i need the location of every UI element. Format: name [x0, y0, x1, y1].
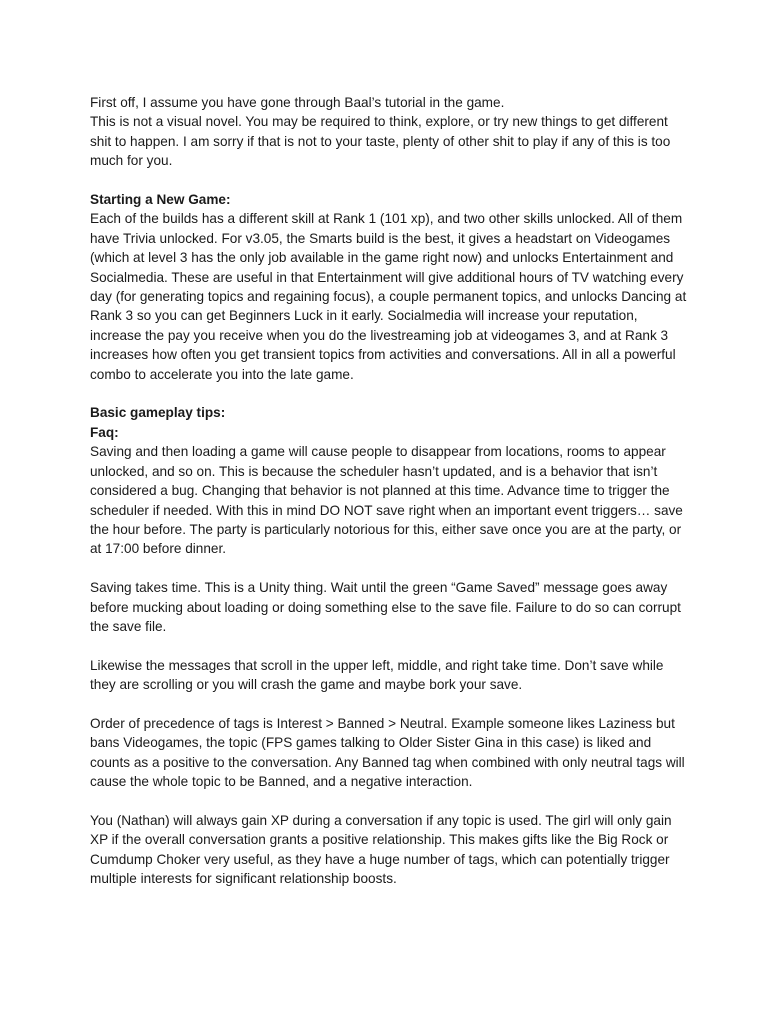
document-page [90, 93, 690, 889]
section-heading-starting: Starting a New Game: [90, 192, 231, 208]
faq-paragraph: Likewise the messages that scroll in the upper left, middle, and right take time. Don’t save while they are scrolling or you will crash the game and maybe bork your save. [90, 657, 664, 693]
spacer [90, 695, 690, 714]
section-heading-tips: Basic gameplay tips: [90, 405, 226, 421]
faq-paragraph: Order of precedence of tags is Interest > Banned > Neutral. Example someone likes Laziness but bans Videogames, the topic (FPS games talking to Older Sister Gina in this case) is liked and counts as a positive to the conversation. Any Banned tag when combined with only neutral tags will cause the whole topic to be Banned, and a negative interaction. [90, 715, 685, 790]
starting-paragraph: Each of the builds has a different skill at Rank 1 (101 xp), and two other skills unlocked. All of them have Trivia unlocked. For v3.05, the Smarts build is the best, it gives a headstart on Videogames (which at level 3 has the only job available in the game right now) and unlocks Entertainment and Socialmedia. These are useful in that Entertainment will give additional hours of TV watching every day (for generating topics and regaining focus), a couple permanent topics, and unlocks Dancing at Rank 3 so you can get Beginners Luck in it early. Socialmedia will increase your reputation, increase the pay you receive when you do the livestreaming job at videogames 3, and at Rank 3 increases how often you get transient topics from activities and conversations. All in all a powerful combo to accelerate you into the late game. [90, 211, 687, 382]
section-subheading-faq: Faq: [90, 424, 119, 440]
intro-paragraph: This is not a visual novel. You may be required to think, explore, or try new things to get different shit to happen. I am sorry if that is not to your taste, plenty of other shit to play if any of this is too much for you. [90, 114, 671, 169]
faq-paragraph: You (Nathan) will always gain XP during a conversation if any topic is used. The girl will only gain XP if the overall conversation grants a positive relationship. This makes gifts like the Big Rock or Cumdump Choker very useful, as they have a huge number of tags, which can potentially trigger multiple interests for significant relationship boosts. [90, 812, 672, 887]
intro-line: First off, I assume you have gone through Baal’s tutorial in the game. [90, 95, 505, 110]
spacer [90, 636, 690, 655]
spacer [90, 792, 690, 811]
spacer [90, 171, 690, 190]
faq-paragraph: Saving and then loading a game will cause people to disappear from locations, rooms to appear unlocked, and so on. This is because the scheduler hasn’t updated, and is a behavior that isn’t considered a bug. Changing that behavior is not planned at this time. Advance time to trigger the scheduler if needed. With this in mind DO NOT save right when an important event triggers… save the hour before. The party is particularly notorious for this, either save once you are at the party, or at 17:00 before dinner. [90, 444, 683, 557]
spacer [90, 384, 690, 403]
spacer [90, 559, 690, 578]
faq-paragraph: Saving takes time. This is a Unity thing. Wait until the green “Game Saved” message goes away before mucking about loading or doing something else to the save file. Failure to do so can corrupt the save file. [90, 580, 681, 634]
